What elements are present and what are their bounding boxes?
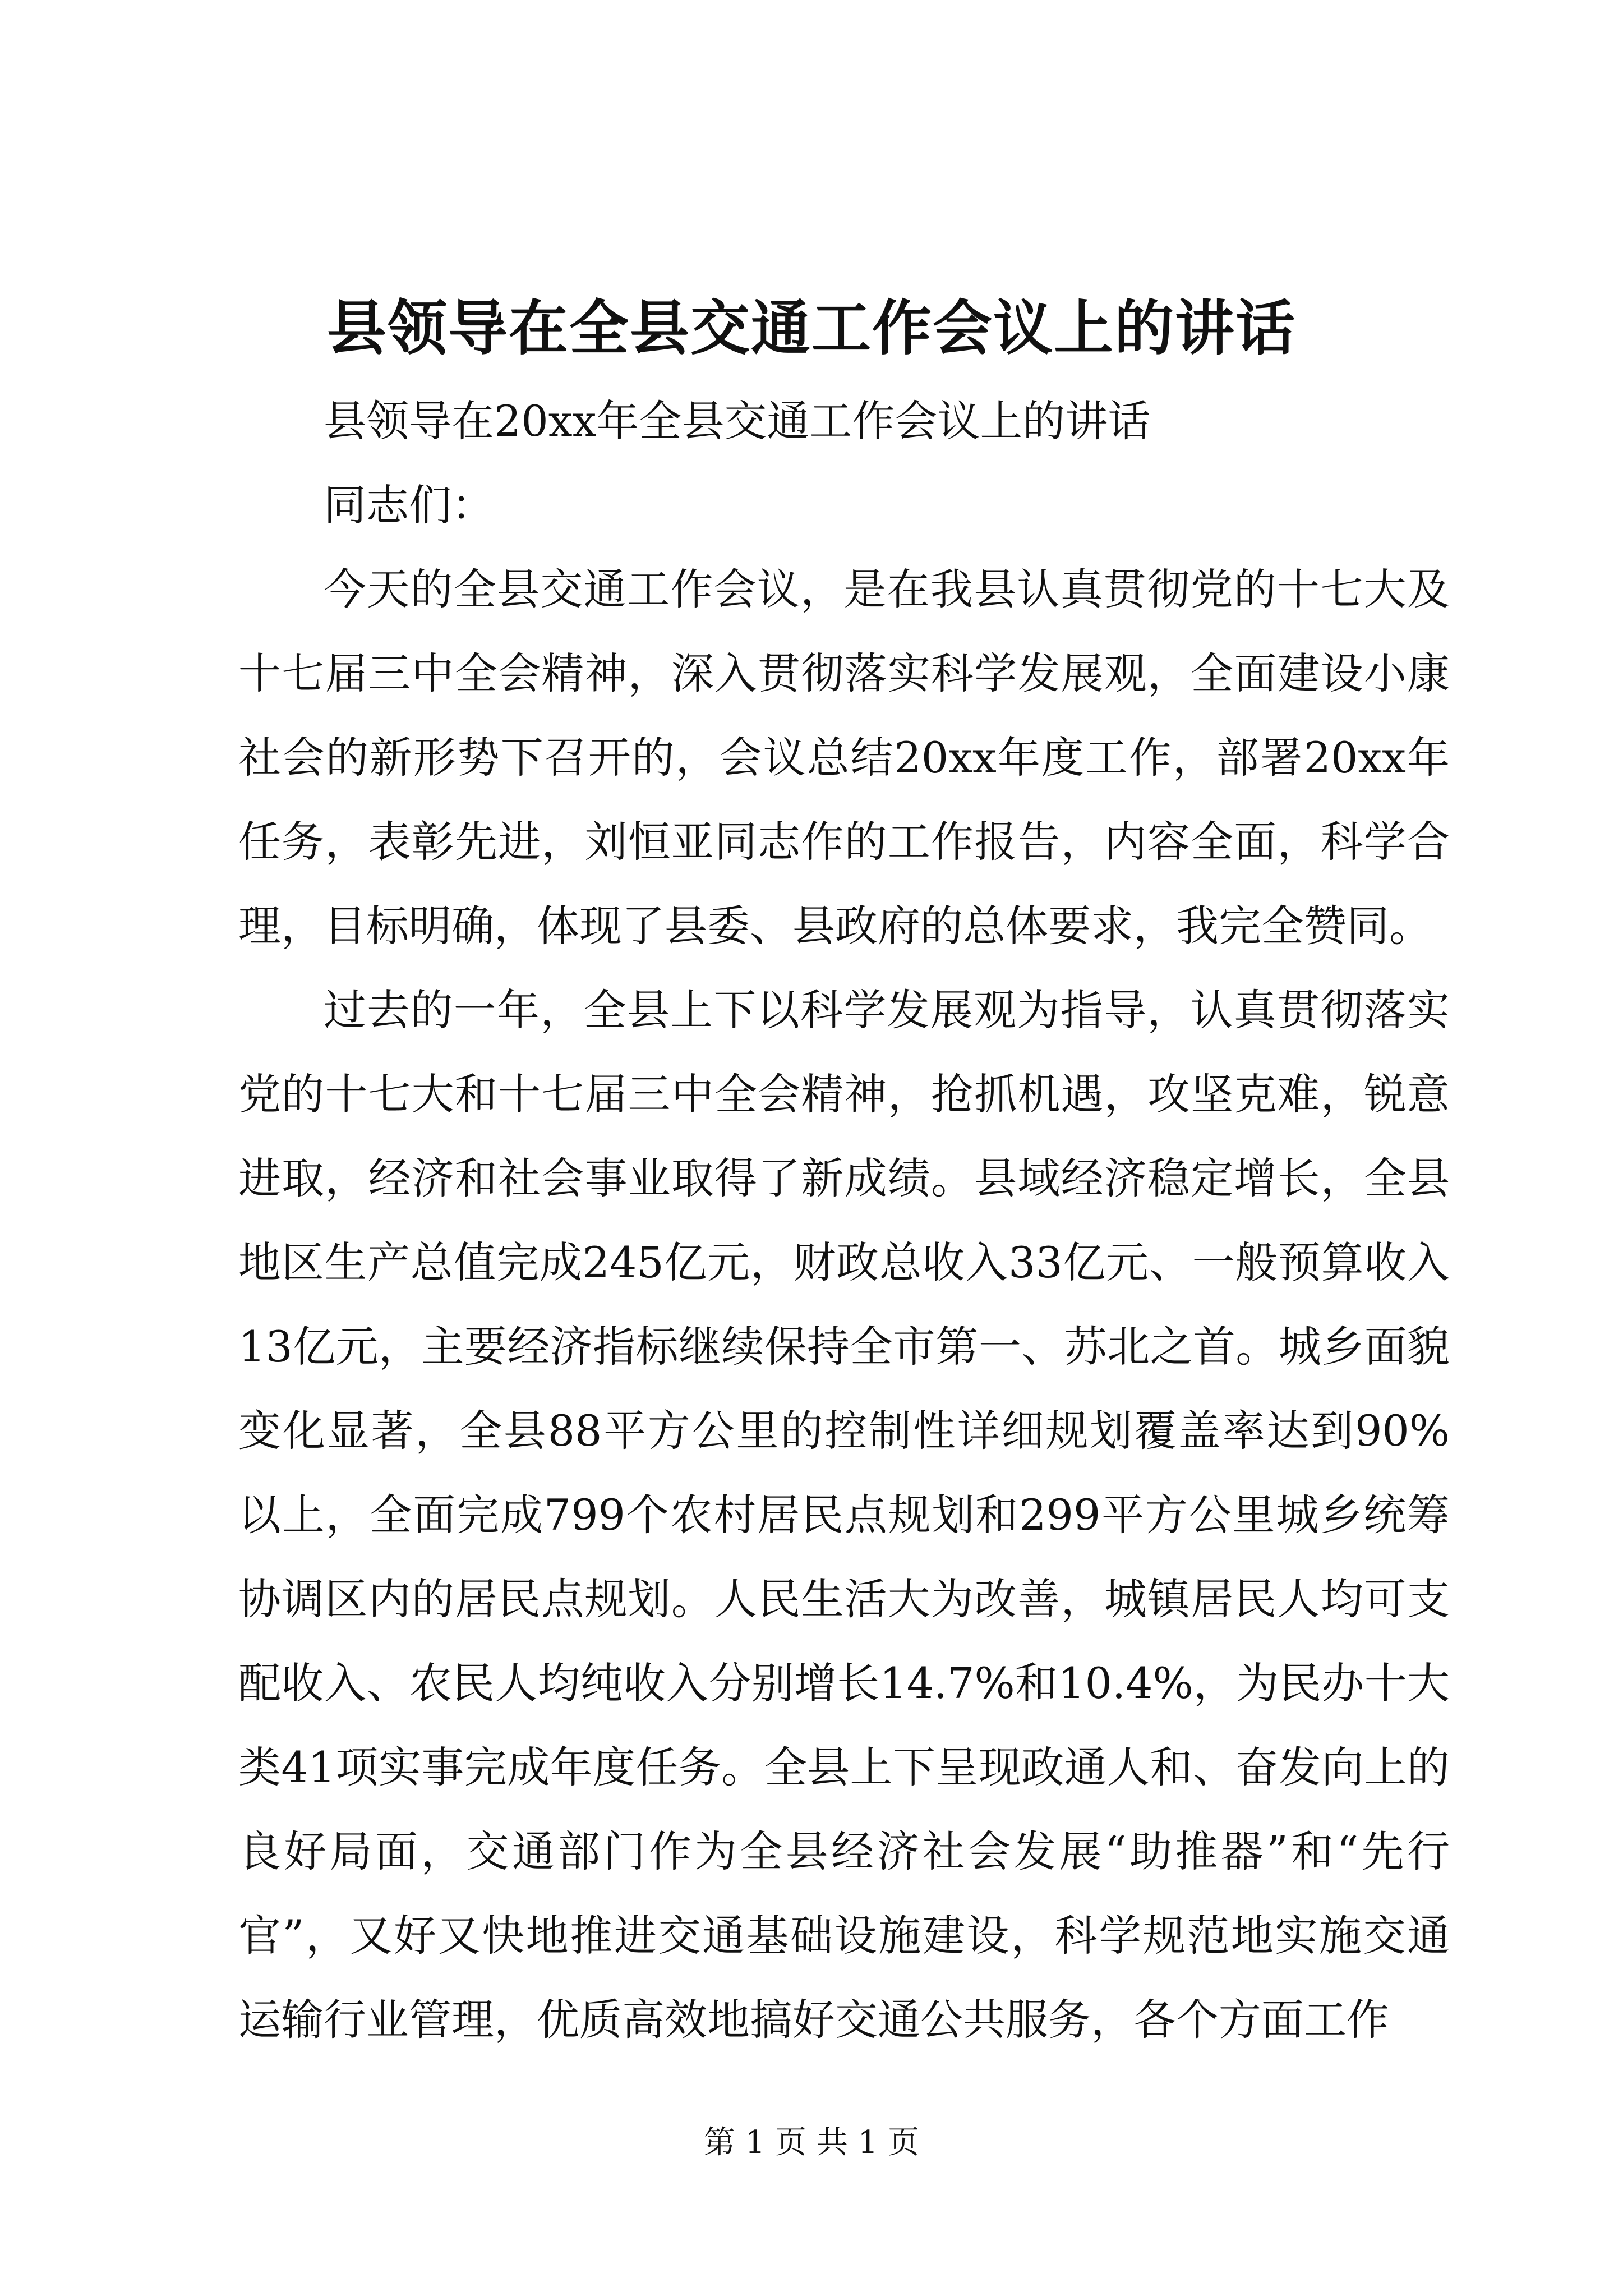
document-title: 县领导在全县交通工作会议上的讲话 [327, 293, 1296, 363]
salutation: 同志们： [324, 480, 494, 530]
document-body [238, 379, 1450, 2062]
page-footer: 第 1 页 共 1 页 [703, 2124, 920, 2161]
paragraph-1: 今天的全县交通工作会议，是在我县认真贯彻党的十七大及十七届三中全会精神，深入贯彻落实科学发展观，全面建设小康社会的新形势下召开的，会议总结20xx年度工作，部署20xx年任务，表彰先进，刘恒亚同志作的工作报告，内容全面，科学合理，目标明确，体现了县委、县政府的总体要求，我完全赞同。 [238, 564, 1450, 951]
paragraph-2: 过去的一年，全县上下以科学发展观为指导，认真贯彻落实党的十七大和十七届三中全会精神，抢抓机遇，攻坚克难，锐意进取，经济和社会事业取得了新成绩。县域经济稳定增长，全县地区生产总值完成245亿元，财政总收入33亿元、一般预算收入13亿元，主要经济指标继续保持全市第一、苏北之首。城乡面貌变化显著，全县88平方公里的控制性详细规划覆盖率达到90%以上，全面完成799个农村居民点规划和299平方公里城乡统筹协调区内的居民点规划。人民生活大为改善，城镇居民人均可支配收入、农民人均纯收入分别增长14.7%和10.4%，为民办十大类41项实事完成年度任务。全县上下呈现政通人和、奋发向上的良好局面，交通部门作为全县经济社会发展“助推器”和“先行官”，又好又快地推进交通基础设施建设，科学规范地实施交通运输行业管理，优质高效地搞好交通公共服务，各个方面工作 [238, 985, 1450, 2045]
subtitle-line: 县领导在20xx年全县交通工作会议上的讲话 [324, 396, 1151, 446]
